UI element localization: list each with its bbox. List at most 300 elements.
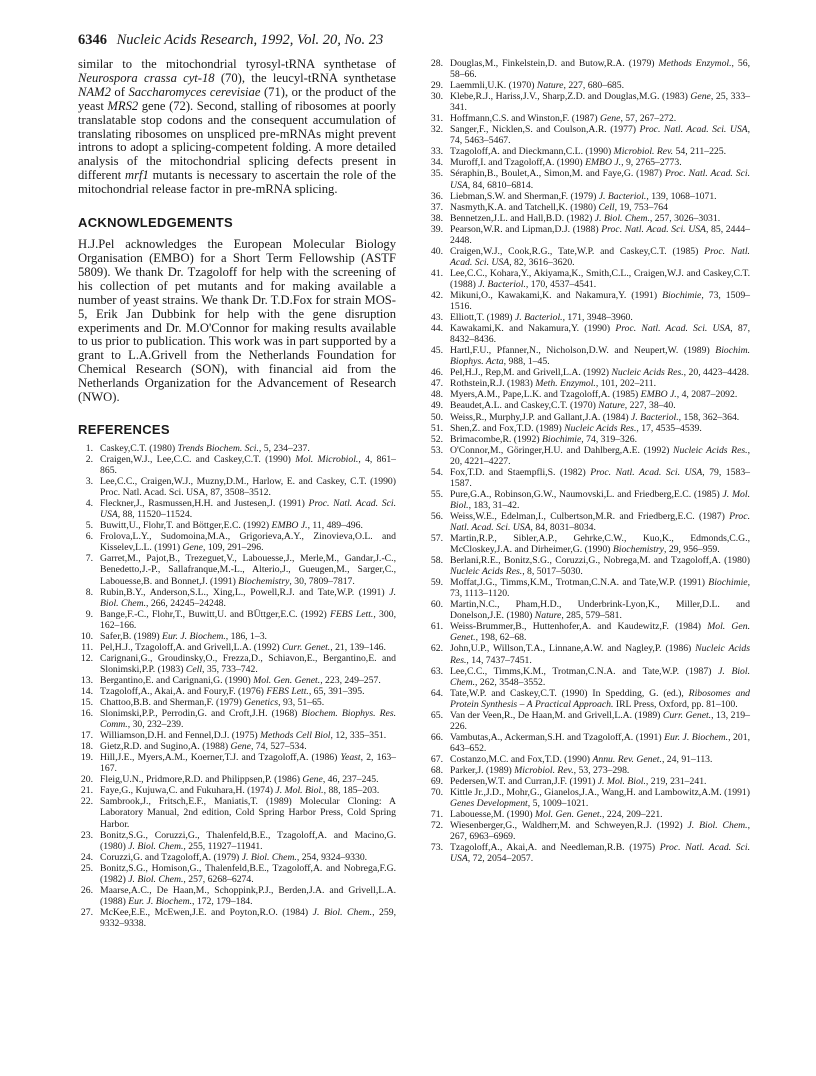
reference-number: 37. bbox=[430, 201, 443, 213]
reference-journal: J. Biol. Chem. bbox=[128, 873, 184, 885]
reference-citation: , 5, 1009–1021. bbox=[527, 798, 589, 810]
reference-journal: Genetics bbox=[244, 697, 279, 709]
reference-citation: , 74, 319–326. bbox=[581, 433, 637, 445]
reference-authors: Elliott,T. (1989) bbox=[450, 312, 515, 324]
gene-name: NAM2 bbox=[78, 84, 111, 99]
reference-item bbox=[428, 776, 750, 787]
reference-authors: Rothstein,R.J. (1983) bbox=[450, 378, 536, 390]
reference-number: 62. bbox=[430, 643, 443, 655]
reference-item bbox=[428, 765, 750, 776]
reference-citation: , 5, 234–237. bbox=[258, 442, 310, 454]
reference-number: 18. bbox=[80, 741, 93, 753]
reference-journal: Cell bbox=[598, 201, 615, 213]
reference-item bbox=[78, 454, 396, 476]
reference-authors: Klebe,R.J., Hariss,J.V., Sharp,Z.D. and Douglas,M.G. (1983) bbox=[450, 91, 691, 103]
reference-number: 50. bbox=[430, 411, 443, 423]
reference-citation: , 30, 232–239. bbox=[127, 719, 184, 731]
reference-number: 1. bbox=[85, 442, 93, 454]
reference-authors: Bennetzen,J.L. and Hall,B.D. (1982) bbox=[450, 212, 595, 224]
reference-item bbox=[78, 476, 396, 498]
reference-journal: Proc. Natl. Acad. Sci. USA bbox=[615, 323, 731, 335]
reference-journal: Gene bbox=[599, 113, 621, 125]
reference-number: 55. bbox=[430, 488, 443, 500]
reference-number: 13. bbox=[80, 674, 93, 686]
reference-item bbox=[428, 577, 750, 599]
reference-citation: , 262, 3548–3552. bbox=[475, 676, 546, 688]
reference-journal: Proc. Natl. Acad. Sci. USA bbox=[450, 510, 750, 533]
reference-citation: , 255, 11927–11941. bbox=[183, 840, 263, 852]
acknowledgements-heading: ACKNOWLEDGEMENTS bbox=[78, 215, 234, 231]
reference-item bbox=[428, 146, 750, 157]
reference-journal: Biochimie bbox=[708, 577, 748, 589]
reference-citation: , 14, 7437–7451. bbox=[466, 654, 532, 666]
reference-journal: J. Biol. Chem. bbox=[312, 906, 373, 918]
reference-journal: J. Biol. Chem. bbox=[100, 586, 396, 609]
reference-authors: Douglas,M., Finkelstein,D. and Butow,R.A. (1979) bbox=[450, 58, 659, 69]
reference-item bbox=[428, 290, 750, 312]
reference-journal: Trends Biochem. Sci. bbox=[177, 442, 259, 454]
reference-citation: , 12, 335–351. bbox=[330, 730, 387, 742]
reference-authors: McKee,E.E., McEwen,J.E. and Poyton,R.O. (1984) bbox=[100, 906, 313, 918]
reference-citation: , 266, 24245–24248. bbox=[146, 597, 226, 609]
reference-authors: Beaudet,A.L. and Caskey,C.T. (1970) bbox=[450, 400, 599, 412]
reference-authors: Fleig,U.N., Pridmore,R.D. and Philippsen,P. (1986) bbox=[100, 774, 303, 786]
reference-citation: , 254, 9324–9330. bbox=[296, 851, 368, 863]
reference-authors: Fox,T.D. and Staempfli,S. (1982) bbox=[450, 466, 591, 478]
reference-number: 30. bbox=[430, 91, 443, 103]
reference-item bbox=[428, 213, 750, 224]
reference-number: 46. bbox=[430, 367, 443, 379]
reference-item bbox=[428, 323, 750, 345]
reference-citation: , 219, 231–241. bbox=[645, 776, 707, 788]
reference-authors: Muroff,I. and Tzagoloff,A. (1990) bbox=[450, 157, 586, 169]
reference-number: 45. bbox=[430, 345, 443, 357]
reference-journal: Mol. Gen. Genet. bbox=[253, 674, 321, 686]
reference-citation: , 285, 579–581. bbox=[561, 610, 622, 622]
reference-number: 14. bbox=[80, 685, 93, 697]
reference-number: 3. bbox=[85, 476, 93, 488]
reference-journal: Nature bbox=[534, 610, 562, 622]
reference-citation: , 93, 51–65. bbox=[278, 697, 325, 709]
reference-number: 44. bbox=[430, 323, 443, 335]
reference-citation: , 56, 58–66. bbox=[450, 58, 750, 81]
reference-citation: , 259, 9332–9338. bbox=[100, 906, 396, 929]
reference-citation: , 223, 249–257. bbox=[320, 674, 381, 686]
reference-number: 57. bbox=[430, 533, 443, 545]
reference-journal: J. Biol. Chem. bbox=[594, 212, 650, 224]
reference-item bbox=[428, 124, 750, 146]
reference-item bbox=[78, 785, 396, 796]
reference-authors: Kittle Jr.,J.D., Mohr,G., Gianelos,J.A., Wang,H. and Lambowitz,A.M. (1991) bbox=[450, 787, 750, 799]
reference-citation: IRL Press, Oxford, pp. 81–100. bbox=[613, 698, 738, 710]
reference-citation: , 79, 1583–1587. bbox=[450, 466, 751, 489]
reference-authors: Craigen,W.J., Cook,R.G., Tate,W.P. and Caskey,C.T. (1985) bbox=[450, 245, 705, 257]
reference-citation: , 13, 219–226. bbox=[450, 709, 750, 732]
reference-item bbox=[78, 653, 396, 675]
reference-number: 6. bbox=[85, 531, 93, 543]
reference-journal: J. Bacteriol. bbox=[631, 411, 679, 423]
reference-authors: Martin,N.C., Pham,H.D., Underbrink-Lyon,K., Miller,D.L. and Donelson,J.E. (1980) bbox=[450, 599, 750, 622]
reference-number: 51. bbox=[430, 422, 443, 434]
reference-citation: , 158, 362–364. bbox=[678, 411, 740, 423]
reference-citation: , 4, 2087–2092. bbox=[676, 389, 738, 401]
reference-authors: Hoffmann,C.S. and Winston,F. (1987) bbox=[450, 113, 600, 125]
reference-citation: , 198, 62–68. bbox=[475, 632, 527, 644]
reference-authors: Hartl,F.U., Pfanner,N., Nicholson,D.W. and Neupert,W. (1989) bbox=[450, 345, 716, 357]
reference-item bbox=[428, 367, 750, 378]
reference-journal: J. Bacteriol. bbox=[514, 312, 563, 324]
reference-item bbox=[428, 191, 750, 202]
reference-authors: Safer,B. (1989) bbox=[100, 630, 163, 642]
reference-citation: , 85, 2444–2448. bbox=[450, 223, 751, 246]
reference-item bbox=[428, 246, 750, 268]
reference-authors: Vambutas,A., Ackerman,S.H. and Tzagoloff,A. (1991) bbox=[450, 731, 665, 743]
reference-citation: , 25, 333–341. bbox=[450, 91, 750, 114]
reference-journal: Microbiol. Rev. bbox=[514, 765, 574, 776]
reference-number: 21. bbox=[80, 785, 93, 797]
reference-citation: , 84, 6810–6814. bbox=[467, 179, 534, 191]
reference-citation: , 29, 956–959. bbox=[663, 544, 720, 556]
reference-number: 73. bbox=[430, 842, 443, 854]
reference-journal: Biochemistry bbox=[238, 575, 290, 587]
running-header bbox=[78, 32, 383, 49]
reference-number: 5. bbox=[85, 520, 93, 532]
reference-item bbox=[428, 378, 750, 389]
reference-authors: Coruzzi,G. and Tzagoloff,A. (1979) bbox=[100, 851, 242, 863]
reference-item bbox=[78, 852, 396, 863]
reference-authors: Pure,G.A., Robinson,G.W., Naumovski,L. and Friedberg,E.C. (1985) bbox=[450, 488, 723, 500]
species-name: Saccharomyces cerevisiae bbox=[128, 84, 261, 99]
reference-authors: Berlani,R.E., Bonitz,S.G., Coruzzi,G., Nobrega,M. and Tzagoloff,A. (1980) bbox=[450, 555, 750, 567]
reference-item bbox=[78, 520, 396, 531]
reference-citation: , 88, 11520–11524. bbox=[117, 509, 193, 521]
reference-item bbox=[428, 224, 750, 246]
reference-item bbox=[428, 202, 750, 213]
reference-number: 36. bbox=[430, 190, 443, 202]
text-run: of bbox=[110, 84, 129, 99]
reference-number: 63. bbox=[430, 665, 443, 677]
reference-item bbox=[78, 697, 396, 708]
reference-journal: J. Biol. Chem. bbox=[687, 820, 748, 832]
reference-number: 17. bbox=[80, 730, 93, 742]
reference-citation: , 74, 527–534. bbox=[250, 741, 307, 753]
reference-citation: , 73, 1509–1516. bbox=[450, 289, 751, 313]
reference-number: 42. bbox=[430, 289, 443, 301]
reference-number: 25. bbox=[80, 862, 93, 874]
reference-authors: Bonitz,S.G., Coruzzi,G., Thalenfeld,B.E., Tzagoloff,A. and Macino,G. (1980) bbox=[100, 829, 396, 852]
reference-item bbox=[78, 730, 396, 741]
reference-number: 7. bbox=[85, 553, 93, 565]
reference-authors: Bergantino,E. and Carignani,G. (1990) bbox=[100, 674, 254, 686]
reference-item bbox=[78, 686, 396, 697]
reference-authors: Van der Veen,R., De Haan,M. and Grivell,L.A. (1989) bbox=[450, 709, 663, 721]
reference-journal: Biochemistry bbox=[612, 544, 664, 556]
reference-authors: Myers,A.M., Pape,L.K. and Tzagoloff,A. (1985) bbox=[450, 389, 641, 401]
reference-citation: , 257, 3026–3031. bbox=[649, 212, 721, 224]
reference-authors: Mikuni,O., Kawakami,K. and Nakamura,Y. (1991) bbox=[450, 289, 663, 301]
reference-journal: Eur. J. Biochem. bbox=[664, 731, 729, 743]
reference-journal: Nucleic Acids Res. bbox=[673, 444, 748, 456]
reference-journal: J. Biol. Chem. bbox=[128, 840, 184, 852]
reference-journal: Biochem. Biophys. Res. Comm. bbox=[100, 708, 397, 731]
reference-number: 15. bbox=[80, 697, 93, 709]
reference-number: 35. bbox=[430, 168, 443, 180]
reference-authors: John,U.P., Willson,T.A., Linnane,A.W. and Nagley,P. (1986) bbox=[450, 643, 696, 655]
text-run: similar to the mitochondrial tyrosyl-tRNA synthetase of bbox=[78, 57, 396, 71]
reference-citation: , 8, 5017–5030. bbox=[522, 566, 583, 578]
reference-authors: Pel,H.J., Tzagoloff,A. and Grivell,L.A. (1992) bbox=[100, 641, 283, 653]
reference-number: 38. bbox=[430, 212, 443, 224]
reference-authors: Hill,J.E., Myers,A.M., Koerner,T.J. and Tzagoloff,A. (1986) bbox=[100, 752, 341, 764]
reference-journal: J. Bacteriol. bbox=[478, 278, 526, 290]
reference-authors: Kawakami,K. and Nakamura,Y. (1990) bbox=[450, 323, 616, 335]
reference-number: 12. bbox=[80, 652, 93, 664]
reference-number: 39. bbox=[430, 223, 443, 235]
reference-journal: Mol. Gen. Genet. bbox=[535, 809, 603, 821]
reference-journal: J. Mol. Biol. bbox=[450, 488, 750, 511]
reference-item bbox=[428, 80, 750, 91]
reference-citation: , 74, 5463–5467. bbox=[450, 124, 751, 147]
reference-journal: EMBO J. bbox=[271, 520, 308, 532]
reference-number: 26. bbox=[80, 884, 93, 896]
reference-item bbox=[428, 268, 750, 290]
reference-citation: , 53, 273–298. bbox=[573, 765, 630, 776]
reference-number: 41. bbox=[430, 267, 443, 279]
reference-number: 2. bbox=[85, 453, 93, 465]
journal-citation: Nucleic Acids Research, 1992, Vol. 20, No. 23 bbox=[116, 32, 384, 48]
reference-journal: Methods Enzymol. bbox=[658, 58, 732, 69]
reference-number: 67. bbox=[430, 753, 443, 765]
reference-number: 47. bbox=[430, 378, 443, 390]
reference-citation: , 183, 31–42. bbox=[468, 499, 520, 511]
reference-authors: Shen,Z. and Fox,T.D. (1989) bbox=[450, 422, 565, 434]
reference-authors: Chattoo,B.B. and Sherman,F. (1979) bbox=[100, 697, 245, 709]
page-number: 6346 bbox=[78, 32, 107, 48]
reference-journal: FEBS Lett. bbox=[266, 685, 309, 697]
reference-authors: Lee,C.C., Timms,K.M., Trotman,C.N.A. and Tate,W.P. (1987) bbox=[450, 665, 719, 677]
reference-item bbox=[78, 885, 396, 907]
reference-journal: Yeast bbox=[340, 752, 361, 764]
left-column bbox=[78, 58, 396, 929]
reference-number: 16. bbox=[80, 708, 93, 720]
reference-number: 66. bbox=[430, 731, 443, 743]
reference-citation: , 101, 202–211. bbox=[595, 378, 657, 390]
reference-journal: Cell bbox=[185, 663, 203, 675]
reference-journal: EMBO J. bbox=[585, 157, 622, 169]
reference-number: 40. bbox=[430, 245, 443, 257]
reference-citation: , 84, 8031–8034. bbox=[530, 521, 596, 533]
reference-item bbox=[428, 412, 750, 423]
reference-journal: Curr. Genet. bbox=[282, 641, 331, 653]
reference-number: 4. bbox=[85, 498, 93, 510]
reference-citation: , 46, 237–245. bbox=[322, 774, 379, 786]
reference-number: 22. bbox=[80, 796, 93, 808]
reference-number: 19. bbox=[80, 752, 93, 764]
reference-authors: Fleckner,J., Rasmussen,H.H. and Justesen,J. (1991) bbox=[100, 498, 309, 510]
reference-item bbox=[428, 787, 750, 809]
reference-journal: Genes Development bbox=[450, 798, 528, 810]
reference-authors: Pearson,W.R. and Lipman,D.J. (1988) bbox=[450, 223, 602, 235]
text-run: (71), or the product of the yeast bbox=[78, 84, 396, 113]
reference-item bbox=[78, 642, 396, 653]
reference-citation: , 227, 680–685. bbox=[563, 80, 625, 92]
reference-citation: 54, 211–225. bbox=[673, 146, 727, 158]
reference-authors: Lee,C.C., Kohara,Y., Akiyama,K., Smith,C.L., Craigen,W.J. and Caskey,C.T. (1988) bbox=[450, 267, 750, 290]
reference-authors: Wiesenberger,G., Waldherr,M. and Schweyen,R.J. (1992) bbox=[450, 820, 688, 832]
reference-authors: Liebman,S.W. and Sherman,F. (1979) bbox=[450, 190, 599, 202]
reference-number: 9. bbox=[85, 608, 93, 620]
reference-item bbox=[428, 809, 750, 820]
references-list-right bbox=[428, 58, 750, 864]
reference-citation: , 224, 209–221. bbox=[602, 809, 663, 821]
species-name: Neurospora crassa cyt-18 bbox=[78, 70, 215, 85]
reference-item bbox=[78, 609, 396, 631]
reference-item bbox=[428, 555, 750, 577]
reference-journal: J. Mol. Biol. bbox=[275, 785, 324, 797]
reference-authors: Labouesse,M. (1990) bbox=[450, 809, 536, 821]
reference-journal: Annu. Rev. Genet. bbox=[592, 753, 662, 765]
reference-number: 61. bbox=[430, 621, 443, 633]
reference-authors: Brimacombe,R. (1992) bbox=[450, 433, 543, 445]
reference-journal: Proc. Natl. Acad. Sci. USA bbox=[450, 245, 750, 268]
reference-item bbox=[78, 774, 396, 785]
reference-item bbox=[78, 830, 396, 852]
reference-item bbox=[78, 498, 396, 520]
reference-authors: Rubin,B.Y., Anderson,S.L., Xing,L., Powell,R.J. and Tate,W.P. (1991) bbox=[100, 586, 390, 598]
reference-number: 53. bbox=[430, 444, 443, 456]
reference-authors: Gietz,R.D. and Sugino,A. (1988) bbox=[100, 741, 231, 753]
reference-citation: , 87, 8432–8436. bbox=[450, 323, 751, 346]
reference-number: 69. bbox=[430, 776, 443, 788]
reference-number: 49. bbox=[430, 400, 443, 412]
reference-item bbox=[78, 631, 396, 642]
reference-number: 60. bbox=[430, 599, 443, 611]
reference-journal: J. Bacteriol. bbox=[598, 190, 647, 202]
reference-journal: Eur. J. Biochem. bbox=[128, 895, 193, 907]
reference-authors: Laemmli,U.K. (1970) bbox=[450, 80, 537, 92]
reference-citation: , 30, 7809–7817. bbox=[289, 575, 355, 587]
reference-journal: Microbiol. Rev. bbox=[613, 146, 674, 158]
reference-journal: Proc. Natl. Acad. Sci. USA bbox=[450, 168, 750, 191]
reference-journal: Nucleic Acids Res. bbox=[450, 643, 750, 666]
reference-citation: , 139, 1068–1071. bbox=[646, 190, 717, 202]
reference-item bbox=[428, 842, 750, 864]
reference-item bbox=[428, 621, 750, 643]
reference-number: 34. bbox=[430, 157, 443, 169]
reference-item bbox=[428, 489, 750, 511]
reference-item bbox=[428, 423, 750, 434]
reference-journal: Mol. Microbiol. bbox=[295, 453, 359, 465]
acknowledgements-text: H.J.Pel acknowledges the European Molecular Biology Organisation (EMBO) for a Short Term Fellowship (ASTF 5809). We thank Dr. Tzagoloff for help with the screening of his collection of pet mutants and for making available a number of yeast strains. We thank Dr. T.D.Fox for strain MOS-5, Erik Jan Dubbink for help with the gene disruption experiments and Dr. M.O'Connor for making results available to us prior to publication. This work was in part supported by a grant to L.A.Grivell from the Netherlands Foundation for Chemical Research (SON), with financial aid from the Netherlands Organization for the Advancement of Research (NWO). bbox=[78, 237, 396, 405]
reference-journal: Mol. Gen. Genet. bbox=[450, 621, 750, 644]
reference-citation: , 72, 2054–2057. bbox=[467, 853, 534, 865]
reference-number: 33. bbox=[430, 146, 443, 158]
reference-journal: Meth. Enzymol. bbox=[535, 378, 596, 390]
reference-item bbox=[78, 553, 396, 586]
reference-authors: Garret,M., Pajot,B., Trezeguet,V., Labouesse,J., Merle,M., Gandar,J.-C., Benedetto,J.-P., Sallafranque,M.-L., Alterio,J., Gueugen,M., Sarger,C., Labouesse,B. and Bonnet,J. (1991) bbox=[100, 553, 396, 587]
reference-authors: Sambrook,J., Fritsch,E.F., Maniatis,T. (1989) Molecular Cloning: A Laboratory Manual, 2nd edition, Cold Spring Harbor Press, Cold Spring Harbor. bbox=[100, 796, 396, 830]
reference-journal: Eur. J. Biochem. bbox=[162, 630, 226, 642]
reference-journal: J. Mol. Biol. bbox=[597, 776, 646, 788]
reference-authors: Slonimski,P.P., Perrodin,G. and Croft,J.H. (1968) bbox=[100, 708, 302, 720]
reference-item bbox=[428, 599, 750, 621]
text-run: gene (72). Second, stalling of ribosomes at poorly translatable stop codons and the consequent accumulation of translating ribosomes on unspliced pre-mRNAs might prevent introns to adopt a splicing-competent folding. A more detailed analysis of the mitochondrial splicing defects present in different bbox=[78, 98, 396, 183]
reference-authors: Craigen,W.J., Lee,C.C. and Caskey,C.T. (1990) bbox=[100, 453, 296, 465]
reference-item bbox=[428, 91, 750, 113]
gene-name: mrf1 bbox=[124, 168, 149, 183]
reference-item bbox=[428, 58, 750, 80]
references-list-left bbox=[78, 443, 396, 929]
reference-item bbox=[428, 666, 750, 688]
reference-authors: Bonitz,S.G., Homison,G., Thalenfeld,B.E., Tzagoloff,A. and Nobrega,F.G. (1982) bbox=[100, 862, 396, 885]
reference-item bbox=[428, 312, 750, 323]
reference-authors: Tzagoloff,A., Akai,A. and Needleman,R.B. (1975) bbox=[450, 842, 660, 854]
reference-number: 8. bbox=[85, 586, 93, 598]
reference-number: 56. bbox=[430, 510, 443, 522]
reference-journal: Proc. Natl. Acad. Sci. USA bbox=[590, 466, 703, 478]
reference-journal: Curr. Genet. bbox=[662, 709, 712, 721]
reference-item bbox=[78, 443, 396, 454]
reference-item bbox=[428, 113, 750, 124]
reference-citation: , 19, 753–764 bbox=[614, 201, 668, 213]
reference-item bbox=[428, 467, 750, 489]
reference-number: 29. bbox=[430, 80, 443, 92]
intro-paragraph bbox=[78, 58, 396, 197]
reference-number: 71. bbox=[430, 809, 443, 821]
reference-authors: Tate,W.P. and Caskey,C.T. (1990) In Spedding, G. (ed.), bbox=[450, 687, 689, 699]
reference-citation: , 24, 91–113. bbox=[661, 753, 713, 765]
reference-number: 28. bbox=[430, 58, 443, 69]
reference-number: 43. bbox=[430, 312, 443, 324]
reference-item bbox=[428, 157, 750, 168]
reference-number: 23. bbox=[80, 829, 93, 841]
reference-item bbox=[428, 688, 750, 710]
reference-journal: Nucleic Acids Res. bbox=[611, 367, 684, 379]
reference-citation: , 17, 4535–4539. bbox=[636, 422, 702, 434]
reference-citation: , 21, 139–146. bbox=[330, 641, 386, 653]
reference-journal: Gene bbox=[182, 542, 203, 554]
reference-journal: Biochim. Biophys. Acta bbox=[450, 345, 750, 368]
reference-journal: Biochimie bbox=[542, 433, 582, 445]
reference-citation: , 9, 2765–2773. bbox=[621, 157, 682, 169]
reference-citation: , 20, 4221–4227. bbox=[450, 444, 750, 467]
reference-authors: Parker,J. (1989) bbox=[450, 765, 515, 776]
reference-journal: FEBS Lett. bbox=[329, 608, 374, 620]
reference-authors: Frolova,L.Y., Sudomoina,M.A., Grigorieva,A.Y., Zinovieva,O.L. and Kisselev,L.L. (1991) bbox=[100, 531, 396, 554]
reference-item bbox=[428, 533, 750, 555]
reference-journal: Proc. Natl. Acad. Sci. USA bbox=[639, 124, 748, 136]
reference-number: 65. bbox=[430, 709, 443, 721]
reference-number: 54. bbox=[430, 466, 443, 478]
reference-authors: Weiss-Brummer,B., Huttenhofer,A. and Kaudewitz,F. (1984) bbox=[450, 621, 708, 633]
reference-item bbox=[428, 820, 750, 842]
reference-journal: J. Biol. Chem. bbox=[241, 851, 297, 863]
reference-citation: , 201, 643–652. bbox=[450, 731, 751, 754]
reference-citation: , 109, 291–296. bbox=[202, 542, 264, 554]
reference-number: 64. bbox=[430, 687, 443, 699]
reference-authors: Caskey,C.T. (1980) bbox=[100, 442, 178, 454]
reference-journal: Gene bbox=[302, 774, 323, 786]
reference-journal: Ribosomes and Protein Synthesis – A Practical Approach. bbox=[450, 687, 751, 710]
reference-item bbox=[428, 732, 750, 754]
reference-journal: Nature bbox=[598, 400, 625, 412]
reference-number: 20. bbox=[80, 774, 93, 786]
reference-item bbox=[428, 754, 750, 765]
reference-citation: , 171, 3948–3960. bbox=[562, 312, 633, 324]
reference-number: 11. bbox=[81, 641, 93, 653]
reference-journal: Proc. Natl. Acad. Sci. USA bbox=[601, 223, 706, 235]
reference-number: 24. bbox=[80, 851, 93, 863]
